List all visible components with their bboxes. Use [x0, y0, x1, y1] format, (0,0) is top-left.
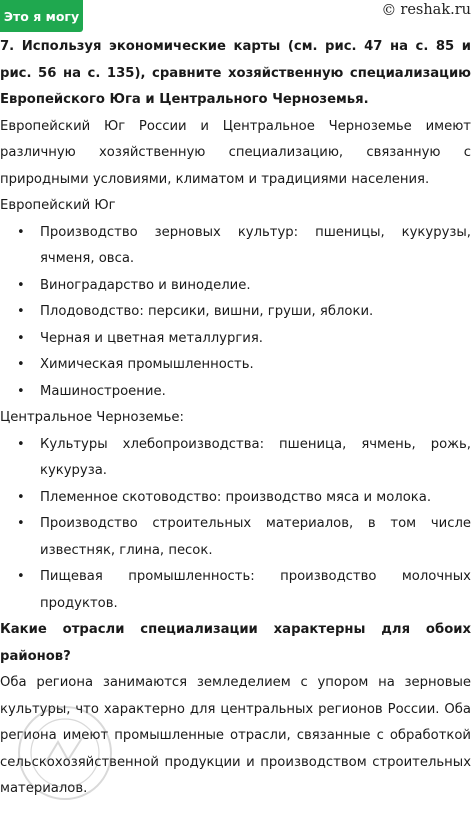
- content: [0, 34, 474, 803]
- chernozem-list: [0, 432, 471, 618]
- list-item: • Виноградарство и виноделие.: [40, 273, 471, 300]
- list-item: • Производство зерновых культур: пшеницы, кукурузы, ячменя, овса.: [40, 220, 471, 273]
- site-credit[interactable]: [381, 1, 471, 19]
- chernozem-heading: Центральное Черноземье:: [0, 410, 184, 425]
- site-name: reshak.ru: [400, 2, 471, 18]
- question-2-title: Какие отрасли специализации характерны для обоих районов?: [0, 622, 471, 664]
- south-heading: Европейский Юг: [0, 198, 116, 213]
- eto-ya-mogu-badge[interactable]: Это я могу: [0, 0, 83, 32]
- answer-2-paragraph: Оба региона занимаются земледелием с упором на зерновые культуры, что характерно для центральных регионов России. Оба региона имеют промышленные отрасли, связанные с обработкой сельскохозяйственной продукции и производством строительных материалов.: [0, 675, 471, 796]
- top-bar: [0, 0, 474, 34]
- south-list: [0, 220, 471, 406]
- intro-paragraph: Европейский Юг России и Центральное Черноземье имеют различную хозяйственную специализацию, связанную с природными условиями, климатом и традициями населения.: [0, 118, 471, 187]
- list-item: • Химическая промышленность.: [40, 352, 471, 379]
- list-item: • Племенное скотоводство: производство мяса и молока.: [40, 485, 471, 512]
- list-item: • Плодоводство: персики, вишни, груши, яблоки.: [40, 299, 471, 326]
- list-item: • Культуры хлебопроизводства: пшеница, ячмень, рожь, кукуруза.: [40, 432, 471, 485]
- list-item: • Машиностроение.: [40, 379, 471, 406]
- list-item: • Черная и цветная металлургия.: [40, 326, 471, 353]
- question-title: 7. Используя экономические карты (см. рис. 47 на с. 85 и рис. 56 на с. 135), сравните хозяйственную специализацию Европейского Юга и Центрального Черноземья.: [0, 39, 471, 107]
- copyright-icon: ©: [381, 1, 397, 19]
- list-item: • Пищевая промышленность: производство молочных продуктов.: [40, 564, 471, 617]
- list-item: • Производство строительных материалов, в том числе известняк, глина, песок.: [40, 511, 471, 564]
